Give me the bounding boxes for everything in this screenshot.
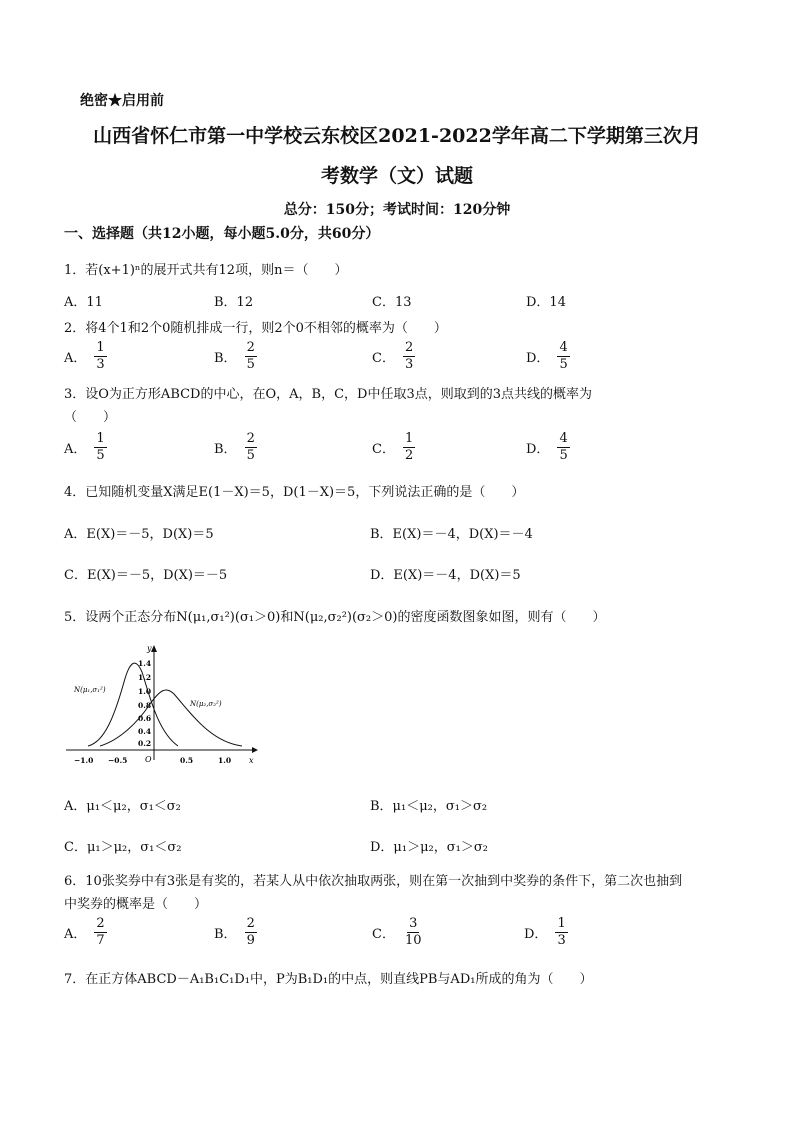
denominator: 5: [559, 448, 568, 463]
denominator: 2: [404, 448, 414, 463]
q3-stem: 3．设O为正方形ABCD的中心，在O，A，B，C，D中任取3点，则取到的3点共线的概率为: [64, 387, 592, 402]
y-axis-label: y: [147, 644, 152, 653]
fraction: [555, 916, 567, 949]
numerator: 2: [404, 340, 414, 355]
x-axis-arrow: [252, 747, 258, 753]
q5-option-c: C．μ₁＞μ₂，σ₁＜σ₂: [64, 840, 182, 855]
q6-option-b: [214, 916, 257, 949]
q2-option-a: [64, 340, 107, 373]
normal-distribution-figure: [60, 642, 260, 770]
denominator: 3: [96, 357, 105, 372]
curve-2-label: N(μ₂,σ₂²): [190, 700, 222, 708]
q1-option-a: A．11: [64, 295, 103, 310]
q6-stem: 6．10张奖券中有3张是有奖的，若某人从中依次抽取两张，则在第一次抽到中奖券的条件下，第二次也抽到: [64, 874, 683, 889]
exam-title-line2: 考数学（文）试题: [320, 165, 473, 187]
denominator: 5: [559, 357, 568, 372]
q3-option-a: [64, 431, 107, 464]
fraction: [245, 916, 257, 949]
x-ticks: [74, 756, 231, 765]
q4-stem: 4．已知随机变量X满足E(1－X)＝5，D(1－X)＝5，下列说法正确的是（ ）: [64, 485, 525, 500]
q3-option-c: [372, 431, 415, 464]
q2-option-b: [214, 340, 257, 373]
q3-option-b: [214, 431, 257, 464]
q6-option-c: [372, 916, 424, 949]
denominator: 10: [404, 933, 422, 948]
curve-1-label: N(μ₁,σ₁²): [74, 686, 106, 694]
option-label: C．: [372, 927, 395, 942]
origin-label: O: [145, 755, 152, 764]
numerator: 1: [557, 916, 566, 931]
q4-option-c: C．E(X)＝－5，D(X)＝－5: [64, 568, 228, 583]
fraction: [94, 340, 106, 373]
q5-option-b: B．μ₁＜μ₂，σ₁＞σ₂: [370, 799, 488, 814]
q1-option-b: B．12: [214, 295, 254, 310]
y-tick: 1.4: [138, 659, 152, 668]
q5-option-a: A．μ₁＜μ₂，σ₁＜σ₂: [64, 799, 181, 814]
q4-option-b: B．E(X)＝－4，D(X)＝－4: [370, 527, 533, 542]
denominator: 3: [404, 357, 414, 372]
q2-stem: 2．将4个1和2个0随机排成一行，则2个0不相邻的概率为（ ）: [64, 321, 447, 336]
numerator: 4: [559, 340, 568, 355]
x-axis-label: x: [249, 756, 254, 765]
option-label: A．: [64, 442, 87, 457]
fraction: [403, 431, 415, 464]
x-tick: 1.0: [218, 756, 232, 765]
denominator: 9: [246, 933, 255, 948]
score-time-info: 总分：150分；考试时间：120分钟: [283, 202, 511, 218]
fraction: [245, 431, 257, 464]
curve-2: [100, 690, 242, 746]
q3-option-d: [526, 431, 570, 464]
x-tick: −1.0: [74, 756, 94, 765]
numerator: 2: [246, 340, 255, 355]
q6-option-a: [64, 916, 107, 949]
curve-1: [88, 663, 178, 746]
y-tick: 0.4: [138, 727, 152, 736]
denominator: 5: [246, 357, 255, 372]
fraction: [94, 916, 106, 949]
q6-stem-continued: 中奖券的概率是（ ）: [64, 897, 208, 912]
fraction: [557, 340, 569, 373]
x-tick: −0.5: [108, 756, 128, 765]
q6-option-d: [524, 916, 568, 949]
option-label: B．: [214, 442, 237, 457]
q1-option-d: D．14: [526, 295, 566, 310]
q5-option-d: D．μ₁＞μ₂，σ₁＞σ₂: [370, 840, 488, 855]
option-label: D．: [526, 351, 550, 366]
y-tick: 1.0: [138, 687, 152, 696]
q5-stem: 5．设两个正态分布N(μ₁,σ₁²)(σ₁＞0)和N(μ₂,σ₂²)(σ₂＞0)的密度函数图象如图，则有（ ）: [64, 610, 606, 625]
denominator: 5: [246, 448, 255, 463]
confidential-label: 绝密★启用前: [80, 93, 164, 109]
q4-option-d: D．E(X)＝－4，D(X)＝5: [370, 568, 521, 583]
fraction: [403, 916, 424, 949]
q7-stem: 7．在正方体ABCD－A₁B₁C₁D₁中，P为B₁D₁的中点，则直线PB与AD₁所成的角为（ ）: [64, 972, 593, 987]
fraction: [557, 431, 569, 464]
numerator: 2: [96, 916, 105, 931]
option-label: A．: [64, 351, 87, 366]
denominator: 3: [557, 933, 566, 948]
option-label: B．: [214, 351, 237, 366]
denominator: 7: [96, 933, 105, 948]
numerator: 2: [246, 916, 255, 931]
numerator: 1: [96, 431, 105, 446]
option-label: C．: [372, 442, 395, 457]
option-label: C．: [372, 351, 395, 366]
y-tick: 0.2: [138, 739, 152, 748]
y-tick: 0.6: [138, 714, 152, 723]
option-label: A．: [64, 927, 87, 942]
numerator: 2: [246, 431, 255, 446]
q1-stem: 1．若(x+1)ⁿ的展开式共有12项，则n＝（ ）: [64, 263, 348, 278]
q1-option-c: C．13: [372, 295, 412, 310]
option-label: B．: [214, 927, 237, 942]
y-axis-arrow: [151, 645, 157, 652]
numerator: 4: [559, 431, 568, 446]
q2-option-c: [372, 340, 415, 373]
numerator: 1: [404, 431, 414, 446]
q3-stem-continued: （ ）: [64, 410, 117, 425]
numerator: 3: [409, 916, 418, 931]
option-label: D．: [524, 927, 548, 942]
q2-option-d: [526, 340, 570, 373]
section-heading: 一、选择题（共12小题，每小题5.0分，共60分）: [64, 226, 380, 242]
fraction: [403, 340, 415, 373]
fraction: [94, 431, 106, 464]
x-tick: 0.5: [180, 756, 194, 765]
option-label: D．: [526, 442, 550, 457]
fraction: [245, 340, 257, 373]
exam-title-line1: 山西省怀仁市第一中学校云东校区2021-2022学年高二下学期第三次月: [93, 125, 701, 147]
q4-option-a: A．E(X)＝－5，D(X)＝5: [64, 527, 214, 542]
y-tick: 0.8: [138, 701, 152, 710]
y-tick: 1.2: [138, 673, 152, 682]
y-ticks: [138, 659, 151, 748]
numerator: 1: [96, 340, 105, 355]
denominator: 5: [96, 448, 105, 463]
